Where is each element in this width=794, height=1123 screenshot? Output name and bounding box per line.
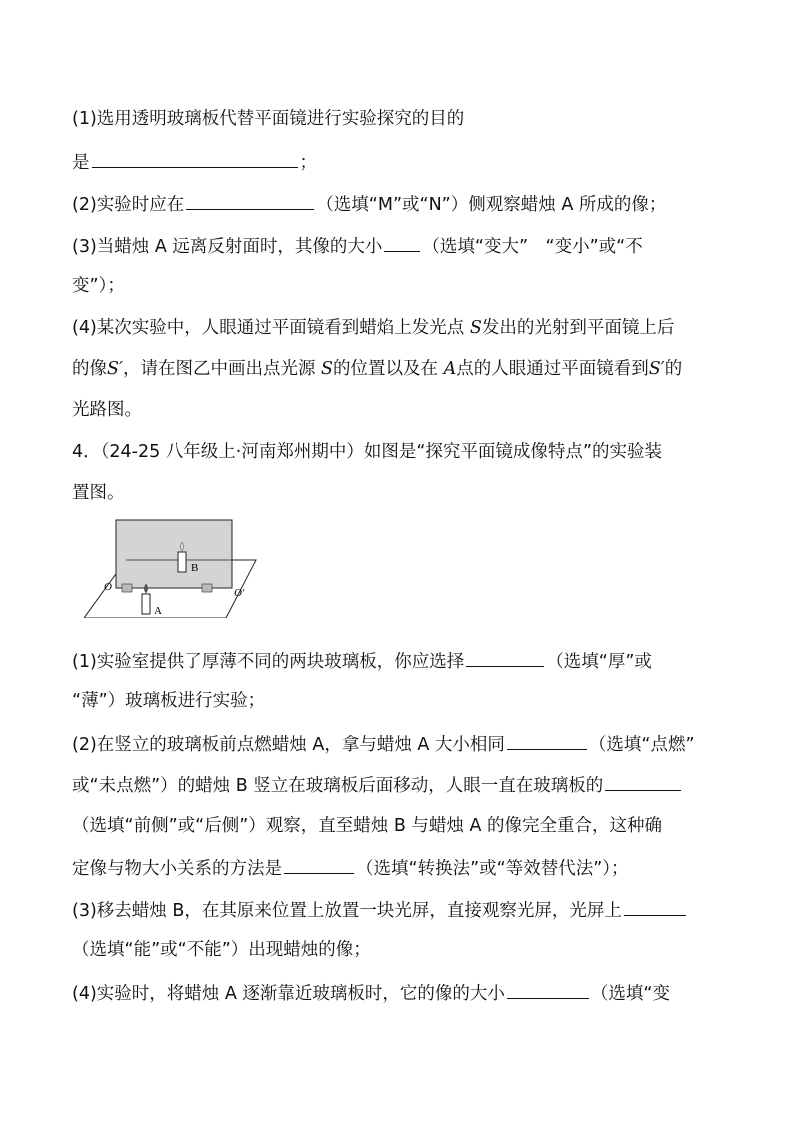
q4-header-line2: 置图。: [72, 483, 125, 503]
answer-blank-q4-4[interactable]: [507, 980, 589, 999]
answer-blank-q4-3[interactable]: [624, 897, 686, 916]
label-b: B: [191, 562, 199, 574]
q4-part3-line2: （选填“能”或“不能”）出现蜡烛的像；: [72, 940, 371, 960]
q4-part2-line1: (2)在竖立的玻璃板前点燃蜡烛 A，拿与蜡烛 A 大小相同 （选填“点燃”: [72, 731, 695, 757]
q3-part4-line3: 光路图。: [72, 400, 142, 420]
q3-part1-text: (1)选用透明玻璃板代替平面镜进行实验探究的目的: [72, 109, 465, 129]
q3-part2: (2)实验时应在 （选填“M”或“N”）侧观察蜡烛 A 所成的像；: [72, 191, 666, 217]
q3-part3-line1: (3)当蜡烛 A 远离反射面时，其像的大小 （选填“变大” “变小”或“不: [72, 233, 643, 259]
q4-part2-line4: 定像与物大小关系的方法是 （选填“转换法”或“等效替代法”）；: [72, 855, 629, 881]
label-o: O: [104, 581, 112, 593]
label-a: A: [154, 605, 162, 617]
q3-part1-text2: 是: [72, 153, 90, 173]
q3-part4-line2: 的像S′，请在图乙中画出点光源 S的位置以及在 A点的人眼通过平面镜看到S′的: [72, 359, 683, 379]
answer-blank-q4-2b[interactable]: [605, 772, 681, 791]
answer-blank-q3-1[interactable]: [92, 149, 298, 168]
q3-part1-line1: [72, 107, 464, 131]
answer-blank-q4-2c[interactable]: [284, 855, 354, 874]
q4-part2-line2: 或“未点燃”）的蜡烛 B 竖立在玻璃板后面移动，人眼一直在玻璃板的: [72, 772, 683, 798]
q4-part3-line1: (3)移去蜡烛 B，在其原来位置上放置一块光屏，直接观察光屏，光屏上: [72, 897, 688, 923]
candle-b: [178, 552, 186, 572]
answer-blank-q3-2[interactable]: [186, 191, 314, 210]
candle-a: [142, 594, 150, 614]
q4-header: 4．（24-25 八年级上·河南郑州期中）如图是“探究平面镜成像特点”的实验装: [72, 442, 662, 462]
support-left: [122, 584, 132, 592]
q3-part1-line2: 是 ；: [72, 149, 317, 175]
q3-part3-line2: 变”）；: [72, 276, 125, 296]
answer-blank-q3-3[interactable]: [384, 233, 420, 252]
q3-part4-line1: (4)某次实验中，人眼通过平面镜看到蜡焰上发光点 S发出的光射到平面镜上后: [72, 318, 675, 338]
q4-part2-line3: （选填“前侧”或“后侧”）观察，直至蜡烛 B 与蜡烛 A 的像完全重合，这种确: [72, 816, 662, 836]
glass-plate: [116, 520, 232, 588]
support-right: [202, 584, 212, 592]
experiment-figure: [84, 518, 264, 618]
q4-part1-line2: “薄”）玻璃板进行实验；: [72, 691, 266, 711]
q4-part4-line1: (4)实验时，将蜡烛 A 逐渐靠近玻璃板时，它的像的大小 （选填“变: [72, 980, 670, 1006]
answer-blank-q4-2a[interactable]: [507, 731, 587, 750]
q4-part1-line1: (1)实验室提供了厚薄不同的两块玻璃板，你应选择 （选填“厚”或: [72, 648, 652, 674]
answer-blank-q4-1[interactable]: [466, 648, 544, 667]
label-o-prime: O′: [234, 587, 245, 599]
